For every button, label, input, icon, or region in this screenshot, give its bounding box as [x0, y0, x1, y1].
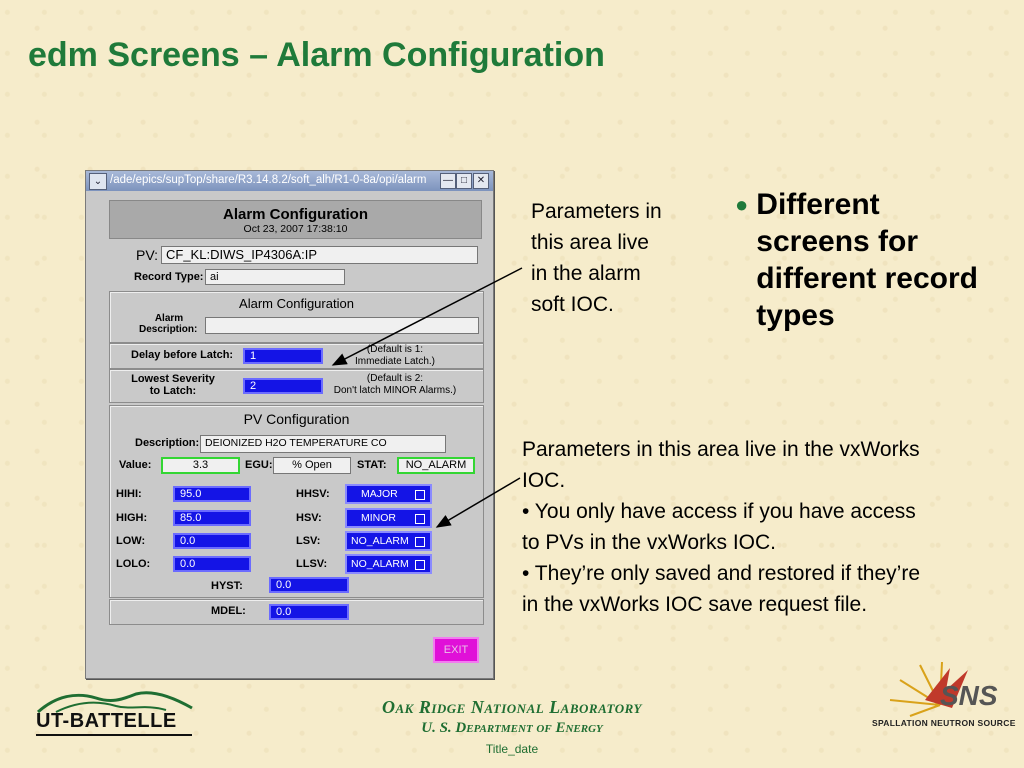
hihi-input[interactable]: 95.0	[173, 486, 251, 502]
pv-input[interactable]: CF_KL:DIWS_IP4306A:IP	[161, 246, 478, 264]
bullet-text: Different screens for different record types	[756, 188, 979, 332]
high-input[interactable]: 85.0	[173, 510, 251, 526]
note-vxworks-line-1: Parameters in this area live in the vxWorks IOC.	[522, 438, 920, 492]
stat-label: STAT:	[357, 459, 387, 471]
description-input[interactable]: DEIONIZED H2O TEMPERATURE CO	[200, 435, 446, 453]
lowest-note-1: (Default is 2:	[366, 373, 424, 384]
stat-field: NO_ALARM	[397, 457, 475, 474]
note-alarm-soft-ioc: Parameters in this area live in the alarm soft IOC.	[531, 200, 662, 316]
arrow-to-pv-params	[437, 478, 520, 527]
note-vxworks-line-2: • You only have access if you have access to PVs in the vxWorks IOC.	[522, 500, 916, 554]
slide-title: edm Screens – Alarm Configuration	[28, 36, 605, 74]
ut-battelle-wordmark: UT-BATTELLE	[36, 710, 177, 732]
delay-label: Delay before Latch:	[131, 349, 234, 361]
screen-title: Alarm Configuration	[223, 206, 368, 223]
lowest-note-2: Don't latch MINOR Alarms.)	[333, 385, 457, 396]
alarm-desc-label-1: Alarm	[154, 313, 184, 324]
delay-note-2: Immediate Latch.)	[354, 356, 436, 367]
sns-wordmark: SNS	[940, 680, 998, 711]
llsv-label: LLSV:	[296, 558, 328, 570]
low-label: LOW:	[116, 535, 146, 547]
low-input[interactable]: 0.0	[173, 533, 251, 549]
egu-label: EGU:	[245, 459, 273, 471]
hhsv-menu[interactable]: MAJOR	[345, 484, 432, 504]
mdel-label: MDEL:	[211, 605, 246, 617]
high-label: HIGH:	[116, 512, 148, 524]
hyst-label: HYST:	[211, 580, 243, 592]
bullet-icon: ●	[735, 192, 749, 217]
window-title: /ade/epics/supTop/share/R3.14.8.2/soft_alh/R1-0-8a/opi/alarm	[110, 174, 427, 186]
lolo-input[interactable]: 0.0	[173, 556, 251, 572]
record-type-label: Record Type:	[134, 271, 204, 283]
hihi-label: HIHI:	[116, 488, 142, 500]
screen-date: Oct 23, 2007 17:38:10	[243, 223, 348, 235]
hhsv-label: HHSV:	[296, 488, 330, 500]
hyst-input[interactable]: 0.0	[269, 577, 349, 593]
delay-note-1: (Default is 1:	[366, 344, 424, 355]
lolo-label: LOLO:	[116, 558, 151, 570]
close-icon: ✕	[476, 175, 486, 186]
egu-field: % Open	[273, 457, 351, 474]
mdel-input[interactable]: 0.0	[269, 604, 349, 620]
title-date: Title_date	[485, 742, 539, 756]
doe-name: U. S. Department of Energy	[421, 720, 603, 736]
chevron-down-icon: ⌄	[93, 176, 103, 187]
lab-name: Oak Ridge National Laboratory	[381, 697, 642, 717]
pv-label: PV:	[136, 247, 159, 263]
alarm-desc-label-2: Description:	[139, 324, 198, 335]
sns-subtitle: SPALLATION NEUTRON SOURCE	[872, 718, 1016, 728]
lowest-label-1: Lowest Severity	[131, 373, 215, 385]
lsv-menu[interactable]: NO_ALARM	[345, 531, 432, 551]
maximize-icon: □	[460, 175, 468, 186]
alarm-config-title: Alarm Configuration	[239, 296, 354, 311]
lowest-label-2: to Latch:	[149, 385, 197, 397]
exit-button[interactable]: EXIT	[433, 637, 479, 663]
lowest-severity-input[interactable]: 2	[243, 378, 323, 394]
value-field: 3.3	[161, 457, 240, 474]
lsv-label: LSV:	[296, 535, 321, 547]
description-label: Description:	[135, 437, 200, 449]
note-vxworks-line-3: • They’re only saved and restored if they’re in the vxWorks IOC save request file.	[522, 562, 921, 616]
minimize-icon: —	[443, 175, 453, 186]
arrow-to-alarm-params	[333, 268, 522, 365]
hsv-menu[interactable]: MINOR	[345, 508, 432, 528]
llsv-menu[interactable]: NO_ALARM	[345, 554, 432, 574]
hsv-label: HSV:	[296, 512, 322, 524]
delay-input[interactable]: 1	[243, 348, 323, 364]
pv-config-title: PV Configuration	[243, 411, 350, 427]
value-label: Value:	[119, 459, 152, 471]
record-type-field: ai	[205, 269, 345, 285]
